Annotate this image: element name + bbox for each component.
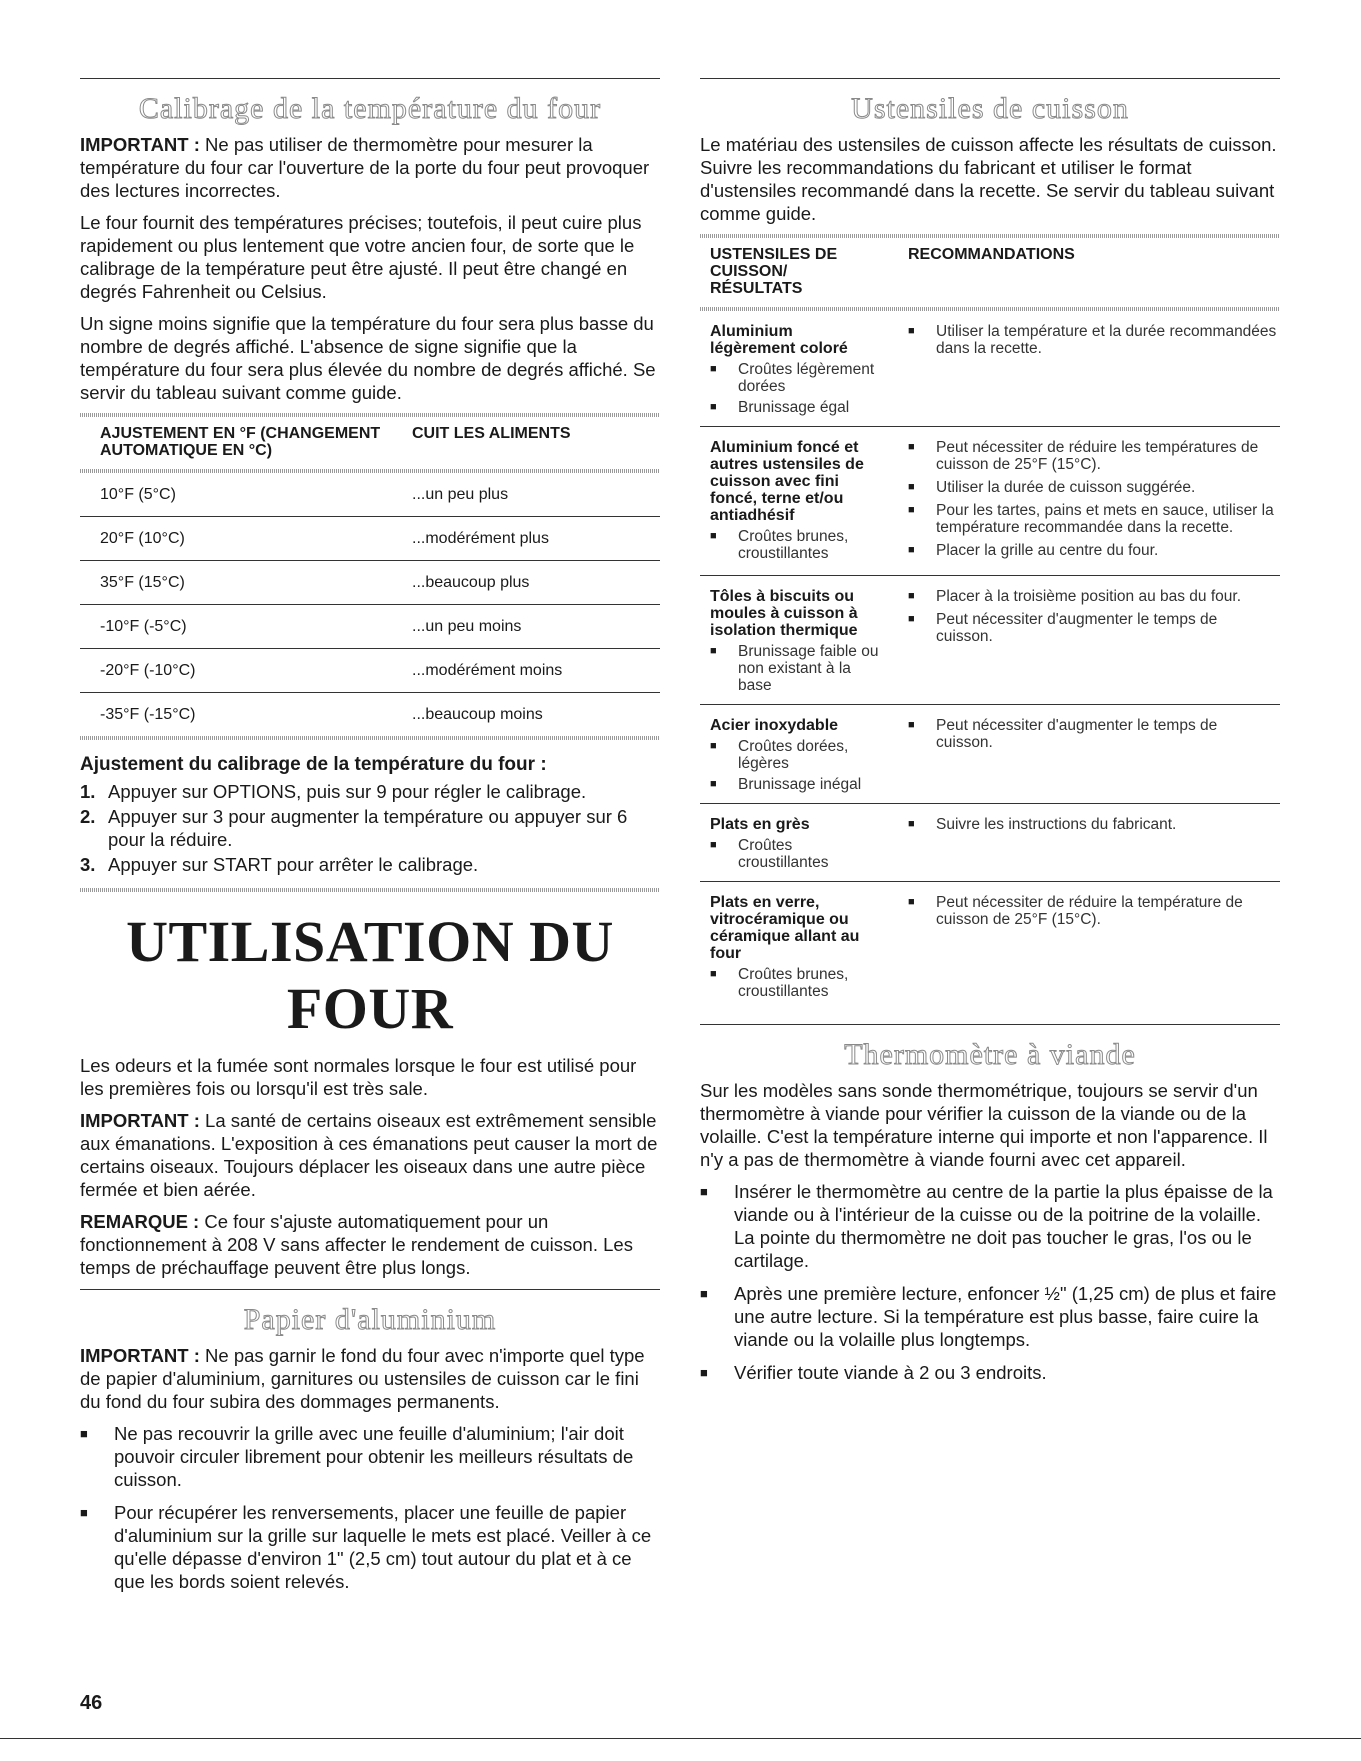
- step-number: 2.: [80, 806, 96, 827]
- cookware-name: Plats en verre, vitrocéramique ou céramique allant au four: [710, 894, 860, 962]
- table-row: [700, 427, 1280, 576]
- recommendation-text: Peut nécessiter de réduire les températures de cuisson de 25°F (15°C).: [936, 439, 1259, 473]
- result-item: [710, 966, 880, 1000]
- cookware-cell: [710, 323, 880, 416]
- bullet-icon: ■: [710, 530, 717, 542]
- list-item-text: Après une première lecture, enfoncer ½" (1,25 cm) de plus et faire une autre lecture. Si la température est plus basse, faire cuire la viande ou la volaille plus longtemps.: [734, 1283, 1277, 1350]
- result-text: Croûtes dorées, légères: [738, 738, 849, 772]
- list-item: [80, 1501, 660, 1593]
- row-adjustment: 20°F (10°C): [100, 529, 185, 547]
- section-rule: [80, 1289, 660, 1290]
- important-label: IMPORTANT :: [80, 1345, 200, 1366]
- recommendation-cell: [908, 323, 1278, 416]
- row-result: ...modérément moins: [412, 661, 563, 679]
- recommendation-text: Placer à la troisième position au bas du four.: [936, 588, 1242, 605]
- cookware-cell: [710, 816, 880, 871]
- result-item: [710, 738, 880, 772]
- foil-title: Papier d'aluminium: [243, 1303, 497, 1336]
- table-row: [700, 705, 1280, 804]
- bullet-icon: ■: [908, 818, 915, 830]
- cookware-name: Acier inoxydable: [710, 717, 839, 734]
- result-text: Croûtes brunes, croustillantes: [738, 966, 849, 1000]
- recommendation-text: Utiliser la durée de cuisson suggérée.: [936, 479, 1196, 496]
- cookware-cell: [710, 717, 880, 793]
- important-label: IMPORTANT :: [80, 1110, 200, 1131]
- recommendation-text: Placer la grille au centre du four.: [936, 542, 1159, 559]
- note-label: REMARQUE :: [80, 1211, 200, 1232]
- list-item: [80, 1422, 660, 1491]
- cookware-name: Aluminium foncé et autres ustensiles de cuisson avec fini foncé, terne et/ou antiadhésif: [710, 439, 864, 524]
- bullet-icon: ■: [80, 1505, 88, 1520]
- table-row: [700, 804, 1280, 882]
- result-item: [710, 399, 880, 416]
- bullet-icon: ■: [908, 719, 915, 731]
- bullet-icon: ■: [908, 590, 915, 602]
- recommendation-item: [908, 502, 1278, 536]
- calibration-table-header: [80, 417, 660, 469]
- bullet-icon: ■: [710, 968, 717, 980]
- foil-bullet-list: [80, 1422, 660, 1593]
- cookware-cell: [710, 588, 880, 694]
- table-row: [80, 605, 660, 649]
- list-item: [700, 1361, 1280, 1384]
- bullet-icon: ■: [908, 441, 915, 453]
- recommendation-cell: [908, 588, 1278, 694]
- bullet-icon: ■: [710, 839, 717, 851]
- meat-bullet-list: [700, 1180, 1280, 1384]
- section-rule: [80, 78, 660, 79]
- result-item: [710, 528, 880, 562]
- foil-important: [80, 1344, 660, 1413]
- bullet-icon: ■: [700, 1365, 708, 1380]
- recommendation-item: [908, 717, 1278, 751]
- table-bottom-rule: [80, 736, 660, 740]
- meat-thermometer-title: Thermomètre à viande: [844, 1038, 1136, 1071]
- result-item: [710, 837, 880, 871]
- bullet-icon: ■: [710, 778, 717, 790]
- row-result: ...un peu plus: [412, 485, 509, 503]
- bullet-icon: ■: [710, 363, 717, 375]
- recommendation-item: [908, 323, 1278, 357]
- row-adjustment: -35°F (-15°C): [100, 705, 196, 723]
- section-rule: [700, 1024, 1280, 1025]
- bullet-icon: ■: [908, 896, 915, 908]
- recommendation-item: [908, 611, 1278, 645]
- table-row: [700, 882, 1280, 1010]
- bullet-icon: ■: [908, 481, 915, 493]
- bullet-icon: ■: [908, 504, 915, 516]
- step-item: [80, 805, 660, 851]
- recommendation-cell: [908, 717, 1278, 793]
- cookware-table-body: [700, 311, 1280, 1010]
- header-recommendations: RECOMMANDATIONS: [908, 246, 1075, 263]
- list-item-text: Ne pas recouvrir la grille avec une feuille d'aluminium; l'air doit pouvoir circuler librement pour obtenir les meilleurs résultats de cuisson.: [114, 1423, 634, 1490]
- cookware-cell: [710, 894, 880, 1000]
- result-text: Croûtes croustillantes: [738, 837, 829, 871]
- row-adjustment: -10°F (-5°C): [100, 617, 187, 635]
- important-label: IMPORTANT :: [80, 134, 200, 155]
- header-result: CUIT LES ALIMENTS: [412, 425, 571, 442]
- recommendation-text: Pour les tartes, pains et mets en sauce, utiliser la température recommandée dans la recette.: [936, 502, 1274, 536]
- bullet-icon: ■: [908, 325, 915, 337]
- cookware-name: Tôles à biscuits ou moules à cuisson à isolation thermique: [710, 588, 858, 639]
- recommendation-text: Peut nécessiter d'augmenter le temps de cuisson.: [936, 717, 1218, 751]
- recommendation-cell: [908, 894, 1278, 1000]
- row-result: ...modérément plus: [412, 529, 549, 547]
- cookware-table-header: [700, 238, 1280, 307]
- bullet-icon: ■: [710, 740, 717, 752]
- step-number: 3.: [80, 854, 96, 875]
- cookware-name: Aluminium légèrement coloré: [710, 323, 848, 357]
- list-item-text: Vérifier toute viande à 2 ou 3 endroits.: [734, 1362, 1047, 1383]
- result-text: Brunissage égal: [738, 399, 850, 416]
- recommendation-item: [908, 479, 1278, 496]
- table-row: [700, 311, 1280, 427]
- calibration-title: Calibrage de la température du four: [138, 92, 602, 125]
- calibration-paragraph: Un signe moins signifie que la température du four sera plus basse du nombre de degrés affiché. L'absence de signe signifie que la température du four sera plus élevée du nombre de degrés affiché. Se servir du tableau suivant comme guide.: [80, 313, 656, 403]
- result-text: Croûtes brunes, croustillantes: [738, 528, 849, 562]
- table-row: [80, 649, 660, 693]
- bullet-icon: ■: [710, 645, 717, 657]
- list-item: [700, 1180, 1280, 1272]
- use-paragraph: Les odeurs et la fumée sont normales lorsque le four est utilisé pour les premières fois ou lorsqu'il est très sale.: [80, 1055, 637, 1099]
- bullet-icon: ■: [700, 1286, 708, 1301]
- list-item-text: Insérer le thermomètre au centre de la partie la plus épaisse de la viande ou à l'intérieur de la cuisse ou de la poitrine de la volaille. La pointe du thermomètre ne doit pas toucher le gras, l'os ou le cartilage.: [734, 1181, 1273, 1271]
- cookware-title: Ustensiles de cuisson: [851, 92, 1129, 125]
- meat-intro: Sur les modèles sans sonde thermométrique, toujours se servir d'un thermomètre à viande pour vérifier la cuisson de la viande ou de la volaille. C'est la température interne qui importe et non l'apparence. Il n'y a pas de thermomètre à viande fourni avec cet appareil.: [700, 1080, 1268, 1170]
- result-text: Croûtes légèrement dorées: [738, 361, 875, 395]
- step-text: Appuyer sur START pour arrêter le calibrage.: [108, 854, 479, 875]
- row-result: ...beaucoup moins: [412, 705, 543, 723]
- recommendation-item: [908, 588, 1278, 605]
- table-row: [80, 473, 660, 517]
- result-text: Brunissage faible ou non existant à la base: [738, 643, 879, 694]
- calibration-paragraph: Le four fournit des températures précises; toutefois, il peut cuire plus rapidement ou plus lentement que votre ancien four, de sorte que le calibrage de la température peut être ajusté. Il peut être changé en degrés Fahrenheit ou Celsius.: [80, 212, 642, 302]
- result-item: [710, 776, 880, 793]
- recommendation-item: [908, 542, 1278, 559]
- bullet-icon: ■: [908, 544, 915, 556]
- list-item-text: Pour récupérer les renversements, placer une feuille de papier d'aluminium sur la grille sur laquelle le mets est placé. Veiller à ce qu'elle dépasse d'environ 1" (2,5 cm) tout autour du plat et à ce que les bords soient relevés.: [114, 1502, 652, 1592]
- row-adjustment: 35°F (15°C): [100, 573, 185, 591]
- header-adjustment: AJUSTEMENT EN °F (CHANGEMENT AUTOMATIQUE EN °C): [100, 425, 381, 459]
- steps-heading: Ajustement du calibrage de la température du four :: [80, 754, 547, 775]
- recommendation-text: Peut nécessiter de réduire la température de cuisson de 25°F (15°C).: [936, 894, 1243, 928]
- recommendation-item: [908, 816, 1278, 833]
- step-item: [80, 853, 660, 876]
- bullet-icon: ■: [908, 613, 915, 625]
- section-rule: [700, 78, 1280, 79]
- cookware-intro: Le matériau des ustensiles de cuisson affecte les résultats de cuisson. Suivre les recommandations du fabricant et utiliser le format d'ustensiles recommandé dans la recette. Se servir du tableau suivant comme guide.: [700, 134, 1277, 224]
- list-item: [700, 1282, 1280, 1351]
- use-important: [80, 1109, 660, 1201]
- step-text: Appuyer sur 3 pour augmenter la température ou appuyer sur 6 pour la réduire.: [108, 806, 628, 850]
- use-note: [80, 1210, 660, 1279]
- row-adjustment: 10°F (5°C): [100, 485, 176, 503]
- left-column: [80, 78, 660, 1603]
- important-text: Ne pas utiliser de thermomètre pour mesurer la température du four car l'ouverture de la porte du four peut provoquer des lectures incorrectes.: [80, 134, 650, 201]
- calibration-table-body: [80, 473, 660, 736]
- recommendation-text: Utiliser la température et la durée recommandées dans la recette.: [936, 323, 1277, 357]
- important-text: La santé de certains oiseaux est extrêmement sensible aux émanations. L'exposition à ces émanations peut causer la mort de certains oiseaux. Toujours déplacer les oiseaux dans une autre pièce fermée et bien aérée.: [80, 1110, 658, 1200]
- recommendation-item: [908, 894, 1278, 928]
- step-number: 1.: [80, 781, 96, 802]
- step-text: Appuyer sur OPTIONS, puis sur 9 pour régler le calibrage.: [108, 781, 587, 802]
- right-column: [700, 78, 1280, 1394]
- row-result: ...un peu moins: [412, 617, 522, 635]
- result-item: [710, 643, 880, 694]
- row-result: ...beaucoup plus: [412, 573, 530, 591]
- steps-list: [80, 780, 660, 876]
- recommendation-text: Suivre les instructions du fabricant.: [936, 816, 1177, 833]
- cookware-name: Plats en grès: [710, 816, 810, 833]
- calibration-important: [80, 133, 660, 202]
- bullet-icon: ■: [80, 1426, 88, 1441]
- note-text: Ce four s'ajuste automatiquement pour un fonctionnement à 208 V sans affecter le rendement de cuisson. Les temps de préchauffage peuvent être plus longs.: [80, 1211, 633, 1278]
- section-divider: [80, 888, 660, 892]
- table-row: [80, 517, 660, 561]
- table-row: [80, 561, 660, 605]
- chapter-title: UTILISATION DU FOUR: [126, 909, 614, 1041]
- recommendation-item: [908, 439, 1278, 473]
- step-item: [80, 780, 660, 803]
- result-item: [710, 361, 880, 395]
- page-bottom-rule: [0, 1738, 1361, 1739]
- page-number: 46: [80, 1692, 103, 1714]
- recommendation-cell: [908, 816, 1278, 871]
- important-text: Ne pas garnir le fond du four avec n'importe quel type de papier d'aluminium, garnitures ou ustensiles de cuisson car le fini du fond du four subira des dommages permanents.: [80, 1345, 645, 1412]
- bullet-icon: ■: [700, 1184, 708, 1199]
- table-row: [700, 576, 1280, 705]
- result-text: Brunissage inégal: [738, 776, 862, 793]
- table-row: [80, 693, 660, 736]
- recommendation-text: Peut nécessiter d'augmenter le temps de cuisson.: [936, 611, 1218, 645]
- recommendation-cell: [908, 439, 1278, 565]
- row-adjustment: -20°F (-10°C): [100, 661, 196, 679]
- cookware-cell: [710, 439, 880, 565]
- header-cookware: USTENSILES DE CUISSON/ RÉSULTATS: [710, 246, 838, 297]
- bullet-icon: ■: [710, 401, 717, 413]
